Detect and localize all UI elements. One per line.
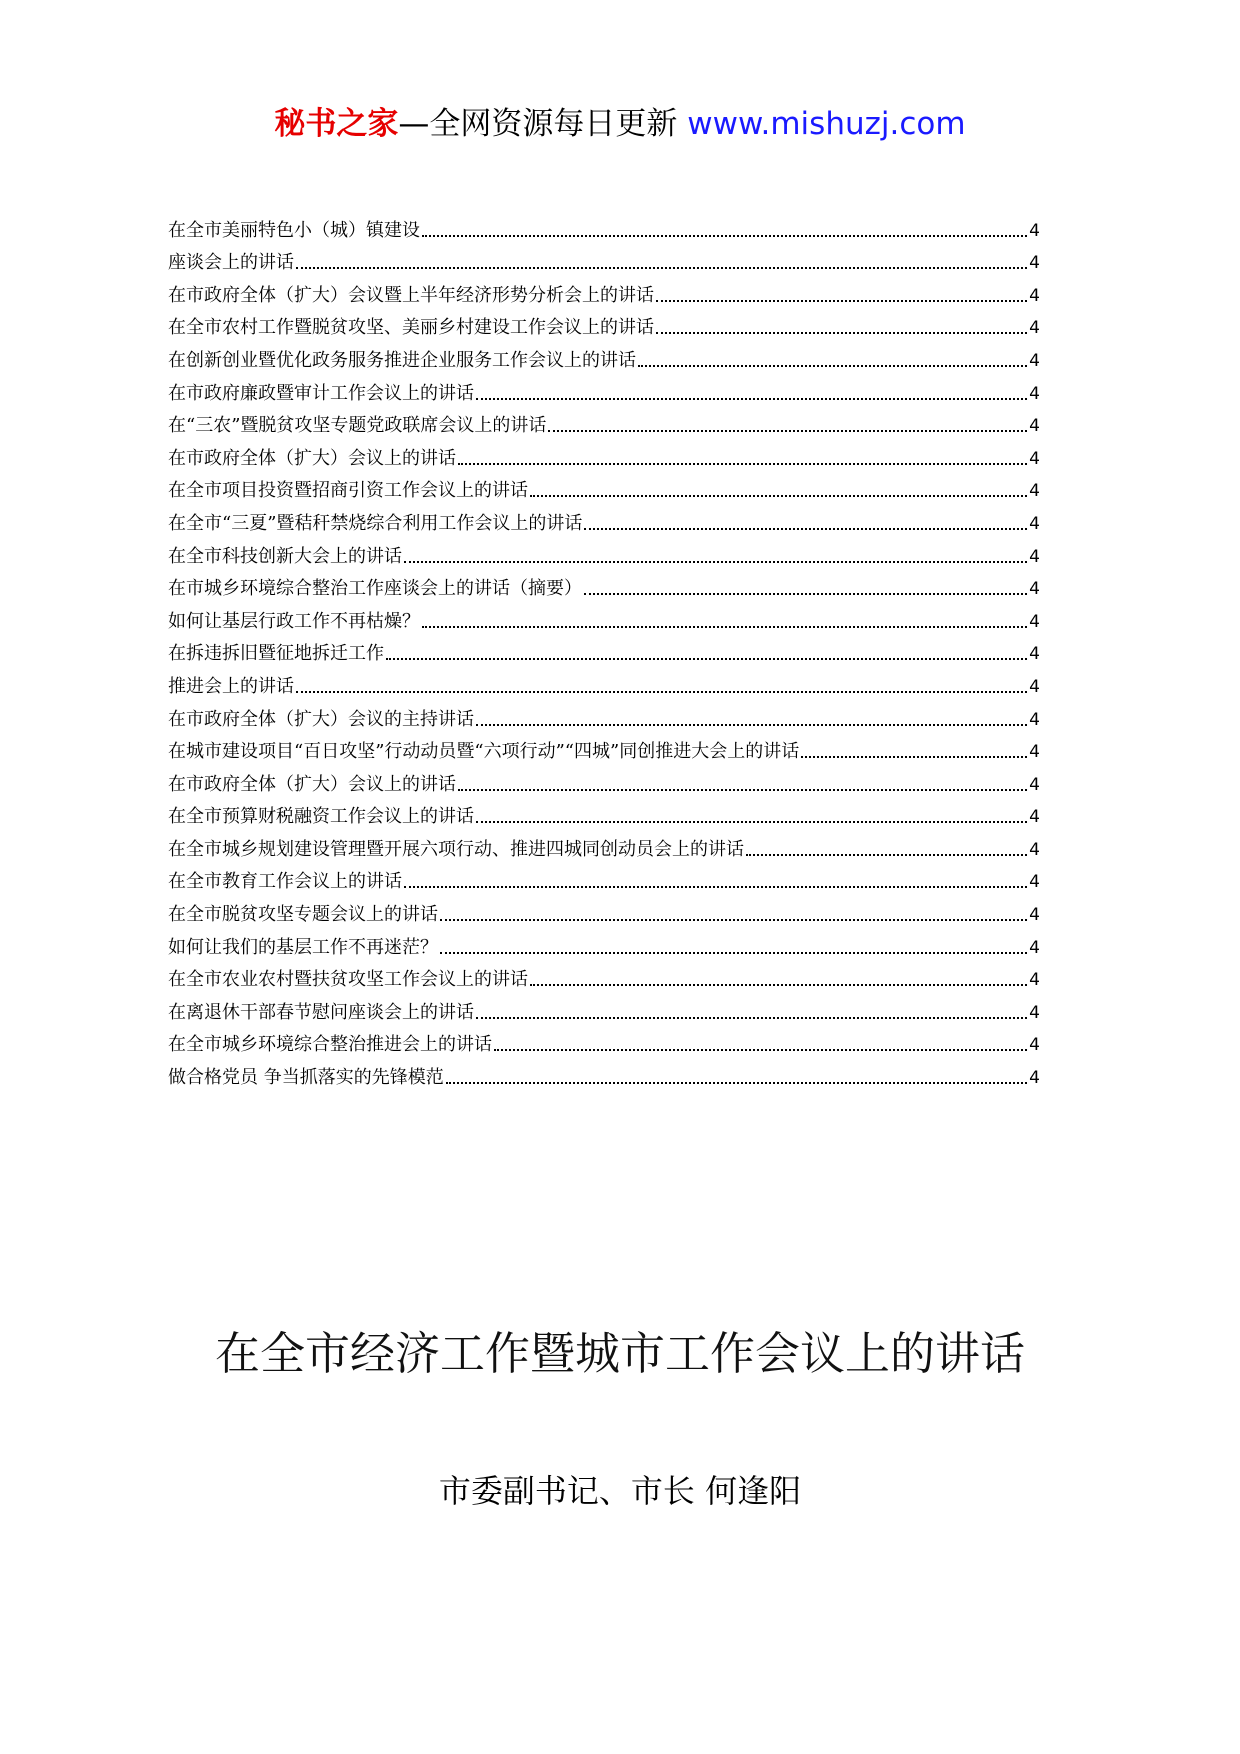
toc-entry-title: 在全市美丽特色小（城）镇建设	[168, 219, 420, 241]
toc-dot-leader	[656, 331, 1027, 334]
toc-entry-page: 4	[1029, 579, 1040, 600]
toc-entry-page: 4	[1029, 742, 1040, 763]
toc-entry-page: 4	[1029, 774, 1040, 795]
toc-entry-title: 在市政府全体（扩大）会议上的讲话	[168, 447, 456, 469]
toc-entry-title: 在拆违拆旧暨征地拆迁工作	[168, 643, 384, 665]
toc-dot-leader	[422, 234, 1027, 237]
toc-dot-leader	[446, 1081, 1027, 1084]
toc-entry-title: 在全市农业农村暨扶贫攻坚工作会议上的讲话	[168, 969, 528, 991]
toc-entry[interactable]	[168, 502, 1040, 535]
toc-dot-leader	[476, 397, 1027, 400]
toc-entry-title: 在全市农村工作暨脱贫攻坚、美丽乡村建设工作会议上的讲话	[168, 317, 654, 339]
toc-entry[interactable]	[168, 1024, 1040, 1057]
site-slogan: —全网资源每日更新	[398, 106, 688, 142]
toc-dot-leader	[476, 1016, 1027, 1019]
toc-entry-page: 4	[1029, 448, 1040, 469]
toc-dot-leader	[746, 853, 1027, 856]
toc-entry[interactable]	[168, 535, 1040, 568]
toc-dot-leader	[440, 951, 1027, 954]
toc-entry-page: 4	[1029, 285, 1040, 306]
toc-entry[interactable]	[168, 600, 1040, 633]
toc-entry[interactable]	[168, 731, 1040, 764]
toc-entry-title: 做合格党员 争当抓落实的先锋模范	[168, 1067, 444, 1089]
toc-entry-page: 4	[1029, 1002, 1040, 1023]
toc-dot-leader	[296, 690, 1027, 693]
toc-entry-page: 4	[1029, 350, 1040, 371]
toc-dot-leader	[386, 657, 1027, 660]
toc-dot-leader	[584, 592, 1027, 595]
toc-entry[interactable]	[168, 763, 1040, 796]
toc-dot-leader	[476, 820, 1027, 823]
toc-dot-leader	[530, 494, 1027, 497]
toc-entry-title: 在全市城乡规划建设管理暨开展六项行动、推进四城同创动员会上的讲话	[168, 838, 744, 860]
toc-entry[interactable]	[168, 893, 1040, 926]
toc-dot-leader	[476, 723, 1027, 726]
toc-entry-title: 在全市“三夏”暨秸秆禁烧综合利用工作会议上的讲话	[168, 512, 583, 534]
toc-dot-leader	[404, 885, 1027, 888]
toc-entry[interactable]	[168, 568, 1040, 601]
toc-entry-title: 在市城乡环境综合整治工作座谈会上的讲话（摘要）	[168, 578, 582, 600]
toc-dot-leader	[296, 266, 1027, 269]
document-author: 市委副书记、市长 何逢阳	[438, 1472, 802, 1510]
toc-entry-title: 在市政府全体（扩大）会议上的讲话	[168, 773, 456, 795]
toc-entry[interactable]	[168, 633, 1040, 666]
toc-entry[interactable]	[168, 242, 1040, 275]
toc-entry-page: 4	[1029, 318, 1040, 339]
toc-entry-page: 4	[1029, 513, 1040, 534]
table-of-contents	[168, 209, 1040, 1089]
toc-entry[interactable]	[168, 470, 1040, 503]
toc-entry-title: 在离退休干部春节慰问座谈会上的讲话	[168, 1001, 474, 1023]
toc-entry-page: 4	[1029, 220, 1040, 241]
toc-entry-page: 4	[1029, 872, 1040, 893]
toc-entry-page: 4	[1029, 644, 1040, 665]
toc-entry[interactable]	[168, 1056, 1040, 1089]
site-header	[0, 104, 1240, 144]
toc-entry-title: 推进会上的讲话	[168, 675, 294, 697]
toc-entry[interactable]	[168, 437, 1040, 470]
toc-entry-page: 4	[1029, 253, 1040, 274]
toc-entry-page: 4	[1029, 416, 1040, 437]
toc-entry-title: 在“三农”暨脱贫攻坚专题党政联席会议上的讲话	[168, 415, 547, 437]
toc-dot-leader	[494, 1048, 1027, 1051]
toc-entry-title: 座谈会上的讲话	[168, 252, 294, 274]
toc-entry[interactable]	[168, 796, 1040, 829]
toc-entry[interactable]	[168, 307, 1040, 340]
toc-entry[interactable]	[168, 828, 1040, 861]
toc-entry-page: 4	[1029, 970, 1040, 991]
toc-dot-leader	[440, 918, 1027, 921]
toc-dot-leader	[584, 527, 1027, 530]
toc-entry-title: 在全市教育工作会议上的讲话	[168, 871, 402, 893]
toc-entry-title: 在市政府全体（扩大）会议的主持讲话	[168, 708, 474, 730]
toc-entry-title: 在全市预算财税融资工作会议上的讲话	[168, 806, 474, 828]
toc-entry[interactable]	[168, 339, 1040, 372]
toc-entry-page: 4	[1029, 905, 1040, 926]
toc-dot-leader	[801, 755, 1027, 758]
toc-entry-title: 在全市项目投资暨招商引资工作会议上的讲话	[168, 480, 528, 502]
site-url-link[interactable]: www.mishuzj.com	[687, 106, 966, 142]
toc-entry-page: 4	[1029, 937, 1040, 958]
toc-entry-title: 在全市脱贫攻坚专题会议上的讲话	[168, 904, 438, 926]
site-brand: 秘书之家	[274, 106, 399, 142]
toc-dot-leader	[530, 983, 1027, 986]
toc-entry[interactable]	[168, 991, 1040, 1024]
toc-entry[interactable]	[168, 926, 1040, 959]
toc-dot-leader	[422, 625, 1027, 628]
toc-entry-title: 在全市科技创新大会上的讲话	[168, 545, 402, 567]
toc-entry-page: 4	[1029, 676, 1040, 697]
toc-dot-leader	[458, 462, 1027, 465]
toc-entry[interactable]	[168, 274, 1040, 307]
toc-dot-leader	[656, 299, 1027, 302]
toc-entry-page: 4	[1029, 546, 1040, 567]
toc-entry-title: 在创新创业暨优化政务服务推进企业服务工作会议上的讲话	[168, 349, 636, 371]
toc-entry[interactable]	[168, 698, 1040, 731]
toc-entry-page: 4	[1029, 1035, 1040, 1056]
toc-entry-page: 4	[1029, 839, 1040, 860]
toc-dot-leader	[548, 429, 1027, 432]
toc-entry-page: 4	[1029, 1068, 1040, 1089]
toc-entry-page: 4	[1029, 611, 1040, 632]
toc-entry-page: 4	[1029, 709, 1040, 730]
toc-entry-title: 如何让我们的基层工作不再迷茫？	[168, 936, 438, 958]
toc-entry[interactable]	[168, 372, 1040, 405]
toc-dot-leader	[404, 560, 1027, 563]
toc-entry-title: 在全市城乡环境综合整治推进会上的讲话	[168, 1034, 492, 1056]
toc-entry[interactable]	[168, 959, 1040, 992]
document-title: 在全市经济工作暨城市工作会议上的讲话	[214, 1327, 1025, 1380]
toc-entry[interactable]	[168, 405, 1040, 438]
toc-entry-page: 4	[1029, 383, 1040, 404]
toc-dot-leader	[458, 788, 1027, 791]
toc-entry-title: 如何让基层行政工作不再枯燥？	[168, 610, 420, 632]
toc-entry[interactable]	[168, 209, 1040, 242]
toc-entry-page: 4	[1029, 807, 1040, 828]
toc-entry-title: 在城市建设项目“百日攻坚”行动动员暨“六项行动”“四城”同创推进大会上的讲话	[168, 741, 800, 763]
toc-entry-page: 4	[1029, 481, 1040, 502]
toc-entry-title: 在市政府廉政暨审计工作会议上的讲话	[168, 382, 474, 404]
toc-dot-leader	[638, 364, 1027, 367]
toc-entry-title: 在市政府全体（扩大）会议暨上半年经济形势分析会上的讲话	[168, 284, 654, 306]
toc-entry[interactable]	[168, 665, 1040, 698]
toc-entry[interactable]	[168, 861, 1040, 894]
